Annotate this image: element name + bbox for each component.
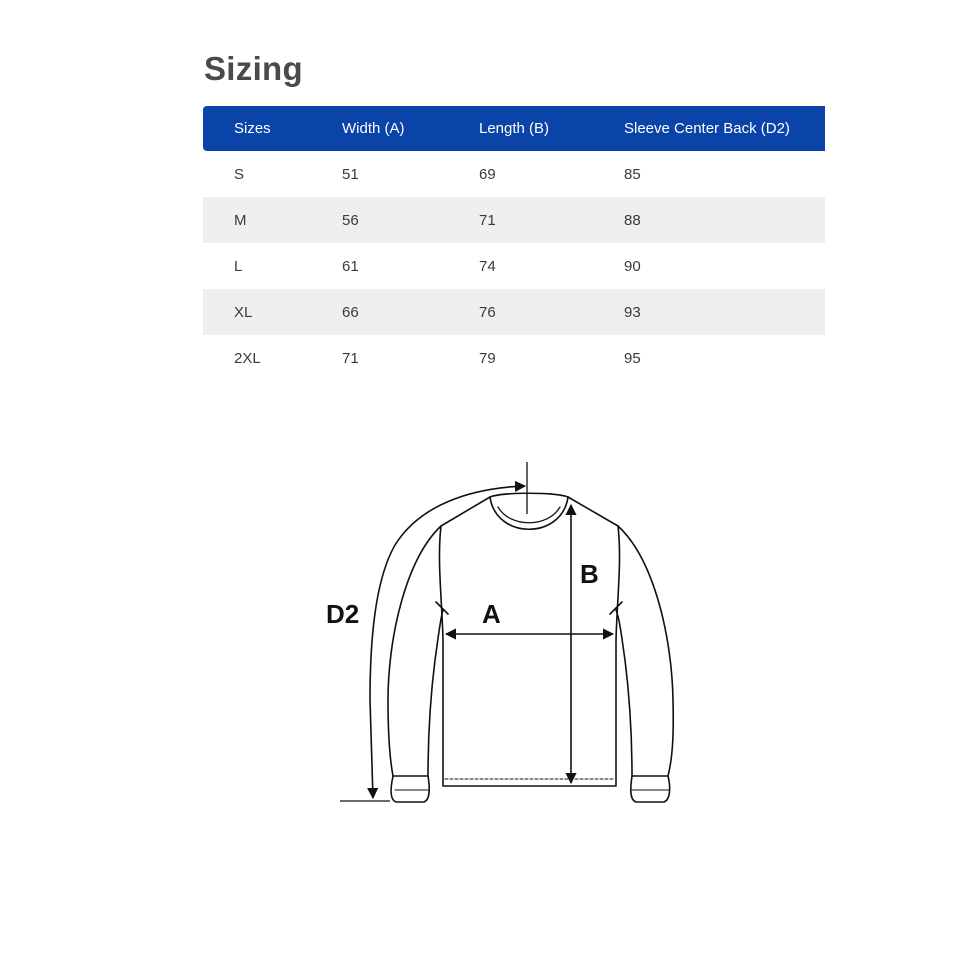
table-row <box>203 335 825 381</box>
cell-length: 69 <box>479 165 496 183</box>
cell-width: 71 <box>342 349 359 367</box>
cell-width: 66 <box>342 303 359 321</box>
table-row <box>203 151 825 197</box>
header-width: Width (A) <box>342 120 405 137</box>
cell-sleeve: 93 <box>624 303 641 321</box>
cell-length: 76 <box>479 303 496 321</box>
cell-size: M <box>234 211 247 229</box>
shirt-right-cuff <box>631 776 670 802</box>
table-row <box>203 243 825 289</box>
cell-size: L <box>234 257 243 275</box>
size-table <box>203 106 825 381</box>
cell-length: 79 <box>479 349 496 367</box>
label-d2: D2 <box>326 599 360 629</box>
shirt-right-sleeve <box>616 526 673 776</box>
cell-size: S <box>234 165 245 183</box>
page-title: Sizing <box>204 50 303 87</box>
table-header-row <box>203 106 825 151</box>
cell-sleeve: 85 <box>624 165 641 183</box>
label-a: A <box>482 599 501 629</box>
table-row <box>203 197 825 243</box>
cell-width: 61 <box>342 257 359 275</box>
cell-sleeve: 95 <box>624 349 641 367</box>
shirt-body-outline <box>439 497 619 786</box>
shirt-left-cuff <box>391 776 429 802</box>
label-b: B <box>580 559 599 589</box>
cell-sleeve: 88 <box>624 211 641 229</box>
header-sleeve: Sleeve Center Back (D2) <box>624 120 790 137</box>
cell-sleeve: 90 <box>624 257 641 275</box>
header-sizes: Sizes <box>234 120 271 137</box>
table-row <box>203 289 825 335</box>
cell-length: 74 <box>479 257 496 275</box>
header-length: Length (B) <box>479 120 550 137</box>
cell-size: 2XL <box>234 349 261 367</box>
cell-width: 56 <box>342 211 359 229</box>
cell-length: 71 <box>479 211 496 229</box>
cell-size: XL <box>234 303 253 321</box>
sweatshirt-measurement-diagram <box>320 455 690 815</box>
cell-width: 51 <box>342 165 359 183</box>
shirt-left-sleeve <box>388 526 443 776</box>
